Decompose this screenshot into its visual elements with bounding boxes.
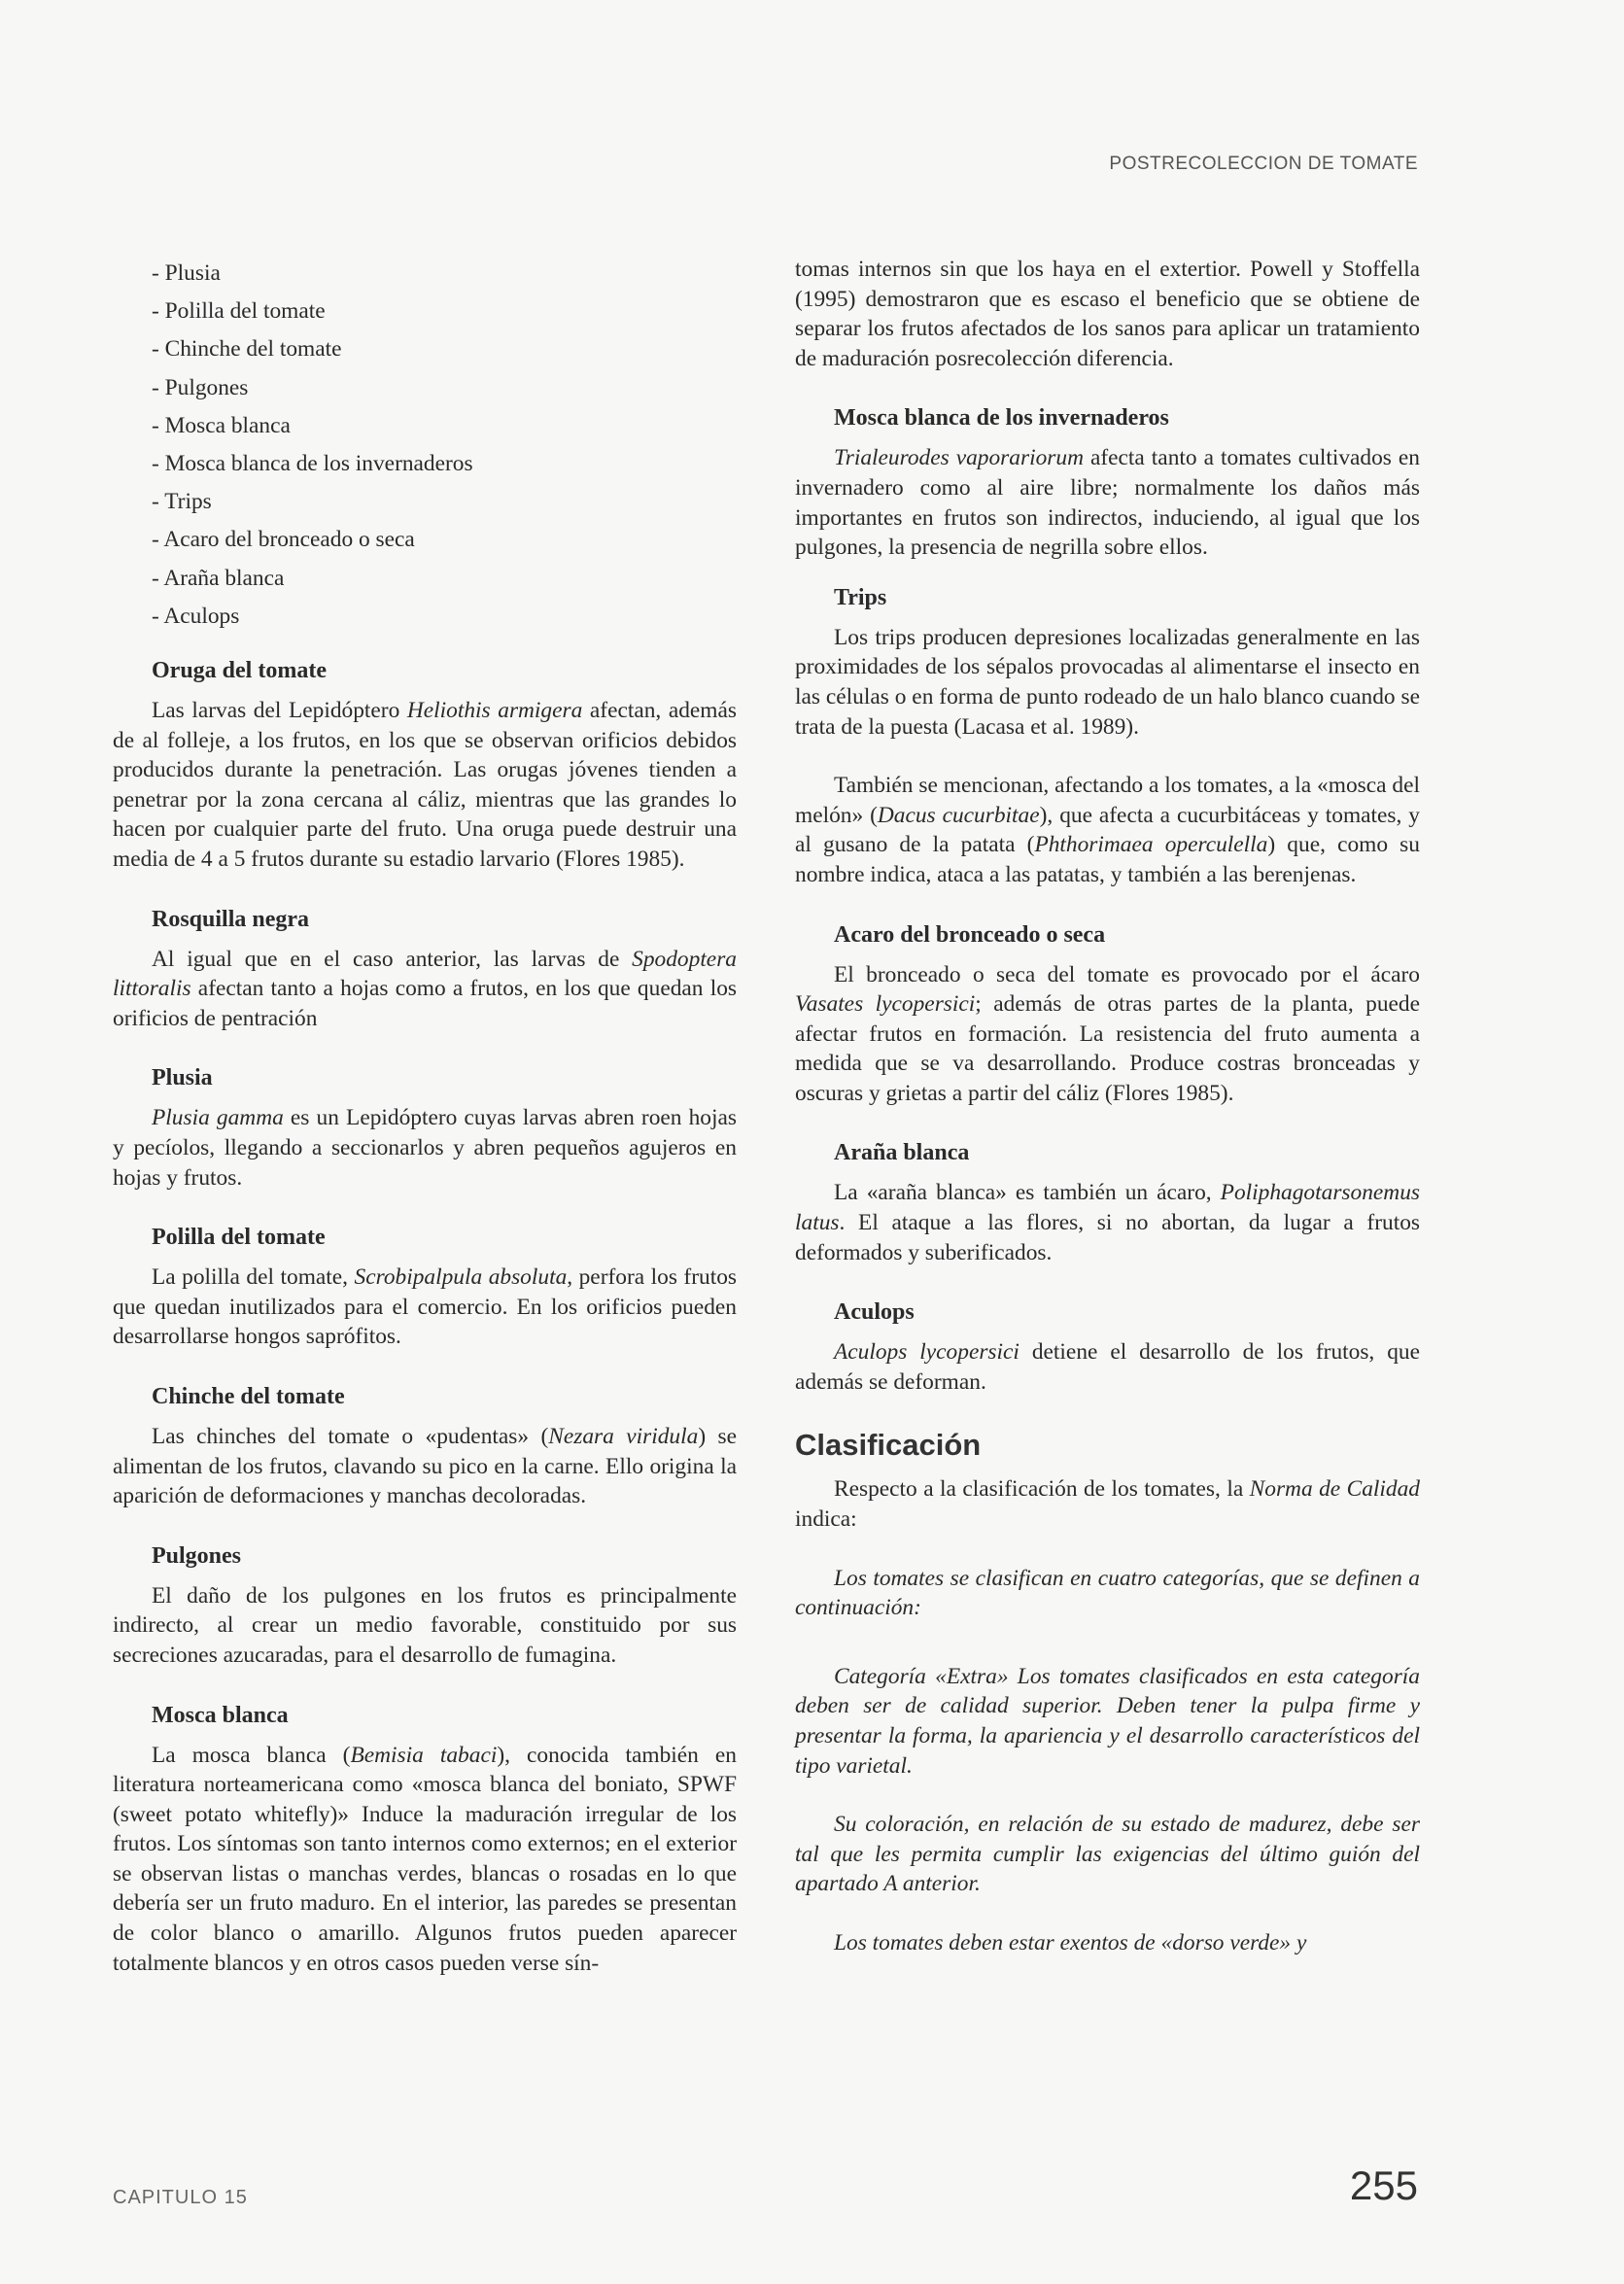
quoted-paragraph: Los tomates deben estar exentos de «dorso verde» y [834,1929,1307,1955]
section-heading: Araña blanca [834,1140,970,1166]
paragraph: El bronceado o seca del tomate es provocado por el ácaro Vasates lycopersici; además de otras partes de la planta, puede afectar frutos en formación. La resistencia del fruto aumenta a medida que se va desarrollando. Produce costras bronceadas y oscuras y grietas a partir del cáliz (Flores 1985). [795,961,1420,1106]
species-name: Scrobipalpula absoluta [354,1264,568,1291]
section-heading: Mosca blanca de los invernaderos [834,405,1169,432]
list-item: - Chinche del tomate [152,336,342,363]
list-item: - Trips [152,489,212,515]
chapter-label: CAPITULO 15 [113,2187,248,2208]
section-heading: Acaro del bronceado o seca [834,921,1106,948]
species-name: Trialeurodes vaporariorum [834,445,1084,471]
quoted-paragraph: Categoría «Extra» Los tomates clasificados en esta categoría deben ser de calidad superior. Deben tener la pulpa firme y presentar la forma, la apariencia y el desarrollo característicos del tipo varietal. [795,1663,1420,1779]
paragraph: También se mencionan, afectando a los tomates, a la «mosca del melón» (Dacus cucurbitae), que afecta a cucurbitáceas y tomates, y al gusano de la patata (Phthorimaea operculella) que, como su nombre indica, ataca a las patatas, y también a las berenjenas. [795,773,1420,887]
paragraph: Aculops lycopersici detiene el desarrollo de los frutos, que además se deforman. [795,1339,1420,1395]
paragraph: El daño de los pulgones en los frutos es principalmente indirecto, al crear un medio favorable, constituido por sus secreciones azucaradas, para el desarrollo de fumagina. [113,1582,737,1668]
species-name: Poliphagotarsonemus latus [795,1180,1420,1236]
paragraph: La mosca blanca (Bemisia tabaci), conocida también en literatura norteamericana como «mosca blanca del boniato, SPWF (sweet potato whitefly)» Induce la maduración irregular de los frutos. Los síntomas son tanto internos como externos; en el exterior se observan listas o manchas verdes, blancas o rosadas en lo que debería ser un fruto maduro. En el interior, las paredes se presentan de color blanco o amarillo. Algunos frutos pueden aparecer totalmente blancos y en otros casos pueden verse sín- [113,1742,737,1976]
section-heading: Trips [834,584,887,610]
list-item: - Mosca blanca [152,412,291,438]
list-item: - Mosca blanca de los invernaderos [152,451,473,477]
page-number: 255 [1349,2163,1418,2208]
norma-reference: Norma de Calidad [1249,1476,1421,1503]
list-item: - Aculops [152,603,240,629]
section-heading: Mosca blanca [152,1702,289,1728]
paragraph: Trialeurodes vaporariorum afecta tanto a tomates cultivados en invernadero como al aire libre; normalmente los daños más importantes en frutos son indirectos, induciendo, al igual que los pulgones, la presencia de negrilla sobre ellos. [795,445,1420,561]
paragraph: Al igual que en el caso anterior, las larvas de Spodoptera littoralis afectan tanto a hojas como a frutos, en los que quedan los orificios de pentración [113,946,737,1031]
quoted-paragraph: Su coloración, en relación de su estado de madurez, debe ser tal que les permita cumplir las exigencias del último guión del apartado A anterior. [795,1812,1420,1897]
paragraph: Plusia gamma es un Lepidóptero cuyas larvas abren roen hojas y pecíolos, llegando a seccionarlos y abren pequeños agujeros en hojas y frutos. [113,1105,737,1191]
section-heading: Oruga del tomate [152,658,327,684]
section-heading: Plusia [152,1065,213,1091]
quoted-paragraph: Los tomates se clasifican en cuatro categorías, que se definen a continuación: [795,1565,1420,1621]
species-name: Nezara viridula [548,1423,699,1449]
section-title: Clasificación [795,1428,982,1463]
list-item: - Polilla del tomate [152,298,326,325]
species-name: Heliothis armigera [406,698,583,724]
section-heading: Rosquilla negra [152,906,310,932]
paragraph: Respecto a la clasificación de los tomates, la Norma de Calidad indica: [795,1476,1421,1533]
list-item: - Acaro del bronceado o seca [152,527,415,553]
left-column [113,255,737,1978]
section-heading: Aculops [834,1299,915,1326]
paragraph: Los trips producen depresiones localizadas generalmente en las proximidades de los sépalos provocadas al alimentarse el insecto en las células o en forma de punto rodeado de un halo blanco cuando se trata de la puesta (Lacasa et al. 1989). [795,624,1420,740]
paragraph: La «araña blanca» es también un ácaro, Poliphagotarsonemus latus. El ataque a las flores, si no abortan, da lugar a frutos deformados y suberificados. [795,1180,1420,1265]
paragraph: Las larvas del Lepidóptero Heliothis armigera afectan, además de al folleje, a los frutos, en los que se observan orificios debidos producidos durante la penetración. Las orugas jóvenes tienden a penetrar por la zona cercana al cáliz, mientras que las grandes lo hacen por cualquier parte del fruto. Una oruga puede destruir una media de 4 a 5 frutos durante su estadio larvario (Flores 1985). [113,698,737,872]
species-name: Bemisia tabaci [350,1742,498,1768]
species-name: Aculops lycopersici [834,1339,1019,1366]
pest-list [113,255,737,636]
list-item: - Araña blanca [152,565,285,591]
list-item: - Pulgones [152,374,249,400]
species-name: Vasates lycopersici [795,991,976,1018]
section-heading: Pulgones [152,1542,242,1569]
right-column [795,255,1420,1958]
section-heading: Polilla del tomate [152,1225,326,1251]
section-heading: Chinche del tomate [152,1383,345,1409]
species-name: Phthorimaea operculella [1034,832,1268,858]
running-head: POSTRECOLECCION DE TOMATE [1109,154,1418,174]
paragraph: Las chinches del tomate o «pudentas» (Nezara viridula) se alimentan de los frutos, clavando su pico en la carne. Ello origina la aparición de deformaciones y manchas decoloradas. [113,1423,737,1509]
species-name: Dacus cucurbitae [877,802,1040,828]
paragraph: La polilla del tomate, Scrobipalpula absoluta, perfora los frutos que quedan inutilizados para el comercio. En los orificios pueden desarrollarse hongos saprófitos. [113,1264,737,1350]
paragraph: tomas internos sin que los haya en el extertior. Powell y Stoffella (1995) demostraron que es escaso el beneficio que se obtiene de separar los frutos afectados de los sanos para aplicar un tratamiento de maduración posrecolección diferencia. [795,257,1420,371]
list-item: - Plusia [152,260,221,286]
species-name: Plusia gamma [152,1105,284,1131]
species-name: Spodoptera littoralis [113,946,737,1002]
